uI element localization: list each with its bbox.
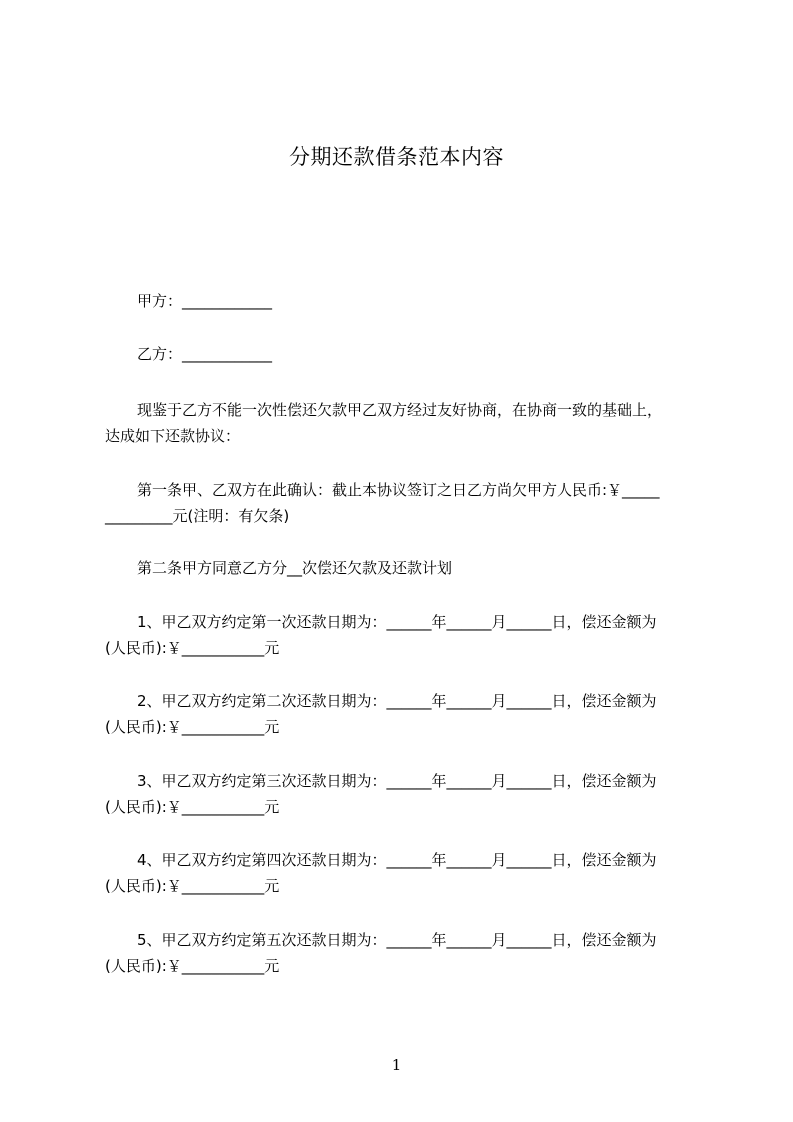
installment-4-line-2: (人民币):￥___________元 [105, 877, 280, 895]
article-1-line-2: _________元(注明：有欠条) [105, 507, 290, 525]
installment-3-line-1: 3、甲乙双方约定第三次还款日期为：______年______月______日，偿还金额为 [137, 772, 657, 790]
party-a-line: 甲方：____________ [137, 292, 273, 310]
article-1-line-1: 第一条甲、乙双方在此确认：截止本协议签订之日乙方尚欠甲方人民币:￥_____ [137, 481, 660, 499]
installment-1-line-1: 1、甲乙双方约定第一次还款日期为：______年______月______日，偿还金额为 [137, 613, 657, 631]
document-title: 分期还款借条范本内容 [289, 145, 504, 169]
installment-2-line-2: (人民币):￥___________元 [105, 718, 280, 736]
intro-line-2: 达成如下还款协议： [105, 427, 241, 445]
installment-2-line-1: 2、甲乙双方约定第二次还款日期为：______年______月______日，偿还金额为 [137, 692, 657, 710]
party-b-line: 乙方：____________ [137, 345, 273, 363]
installment-5-line-2: (人民币):￥___________元 [105, 957, 280, 975]
installment-3-line-2: (人民币):￥___________元 [105, 798, 280, 816]
page-number: 1 [391, 1056, 402, 1074]
installment-5-line-1: 5、甲乙双方约定第五次还款日期为：______年______月______日，偿还金额为 [137, 931, 657, 949]
intro-line-1: 现鉴于乙方不能一次性偿还欠款甲乙双方经过友好协商，在协商一致的基础上， [137, 401, 663, 419]
installment-1-line-2: (人民币):￥___________元 [105, 639, 280, 657]
article-2-line: 第二条甲方同意乙方分__次偿还欠款及还款计划 [137, 559, 453, 577]
installment-4-line-1: 4、甲乙双方约定第四次还款日期为：______年______月______日，偿还金额为 [137, 851, 657, 869]
